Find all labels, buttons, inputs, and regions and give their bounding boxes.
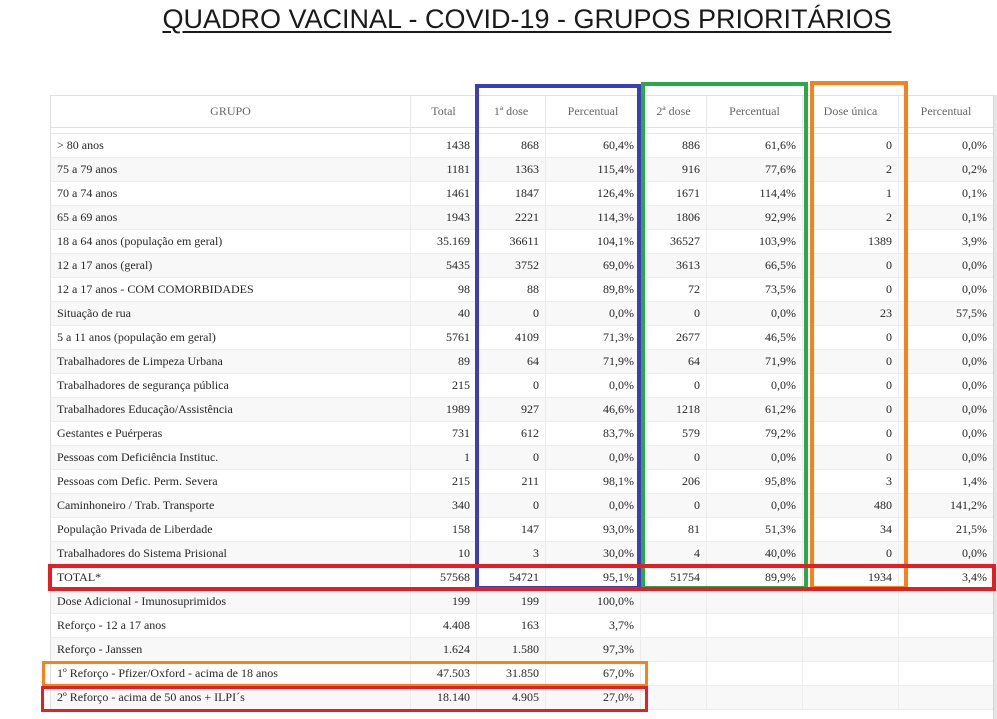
first-dose-percent-cell: 0,0% — [546, 302, 641, 326]
second-dose-percent-cell: 0,0% — [707, 446, 803, 470]
total-cell: 35.169 — [411, 230, 477, 254]
group-cell: 18 a 64 anos (população em geral) — [51, 230, 411, 254]
single-dose-header: Dose única — [803, 96, 899, 128]
single-dose-percent-cell: 0,1% — [899, 206, 994, 230]
table-row — [51, 638, 994, 662]
vaccination-table — [50, 95, 994, 710]
group-cell: População Privada de Liberdade — [51, 518, 411, 542]
total-cell: 40 — [411, 302, 477, 326]
group-cell: Trabalhadores de Limpeza Urbana — [51, 350, 411, 374]
second-dose-cell: 0 — [641, 302, 707, 326]
single-dose-cell — [803, 590, 899, 614]
single-dose-percent-cell: 141,2% — [899, 494, 994, 518]
second-dose-cell — [641, 614, 707, 638]
second-dose-percent-cell: 95,8% — [707, 470, 803, 494]
single-dose-cell: 0 — [803, 542, 899, 566]
first-dose-percent-cell: 95,1% — [546, 566, 641, 590]
first-dose-percent-cell: 46,6% — [546, 398, 641, 422]
table-row — [51, 134, 994, 158]
group-cell: 1º Reforço - Pfizer/Oxford - acima de 18 anos — [51, 662, 411, 686]
single-dose-percent-cell — [899, 590, 994, 614]
total-cell: 89 — [411, 350, 477, 374]
table-row — [51, 566, 994, 590]
second-dose-percent-cell: 103,9% — [707, 230, 803, 254]
second-dose-header: 2ª dose — [641, 96, 707, 128]
first-dose-cell: 31.850 — [477, 662, 546, 686]
group-cell: Situação de rua — [51, 302, 411, 326]
first-dose-cell: 1363 — [477, 158, 546, 182]
single-dose-cell — [803, 638, 899, 662]
group-cell: 5 a 11 anos (população em geral) — [51, 326, 411, 350]
group-cell: Reforço - Janssen — [51, 638, 411, 662]
first-dose-cell: 3752 — [477, 254, 546, 278]
first-dose-percent-header: Percentual — [546, 96, 641, 128]
single-dose-percent-cell: 0,0% — [899, 446, 994, 470]
total-cell: 5761 — [411, 326, 477, 350]
group-cell: Pessoas com Deficiência Instituc. — [51, 446, 411, 470]
first-dose-cell: 147 — [477, 518, 546, 542]
first-dose-cell: 868 — [477, 134, 546, 158]
table-row — [51, 614, 994, 638]
first-dose-percent-cell: 89,8% — [546, 278, 641, 302]
second-dose-percent-cell: 92,9% — [707, 206, 803, 230]
group-cell: > 80 anos — [51, 134, 411, 158]
first-dose-cell: 3 — [477, 542, 546, 566]
second-dose-cell: 0 — [641, 374, 707, 398]
total-cell: 158 — [411, 518, 477, 542]
first-dose-cell: 2221 — [477, 206, 546, 230]
table-row — [51, 470, 994, 494]
single-dose-percent-cell: 0,0% — [899, 278, 994, 302]
first-dose-percent-cell: 98,1% — [546, 470, 641, 494]
second-dose-cell: 579 — [641, 422, 707, 446]
table-body — [51, 134, 994, 710]
table-row — [51, 542, 994, 566]
second-dose-percent-cell: 46,5% — [707, 326, 803, 350]
single-dose-cell: 480 — [803, 494, 899, 518]
table-row — [51, 422, 994, 446]
single-dose-cell: 1389 — [803, 230, 899, 254]
first-dose-cell: 1847 — [477, 182, 546, 206]
total-cell: 215 — [411, 374, 477, 398]
table-row — [51, 302, 994, 326]
first-dose-percent-cell: 114,3% — [546, 206, 641, 230]
first-dose-percent-cell: 0,0% — [546, 374, 641, 398]
single-dose-percent-cell: 3,9% — [899, 230, 994, 254]
second-dose-percent-cell: 77,6% — [707, 158, 803, 182]
second-dose-cell — [641, 590, 707, 614]
total-cell: 1438 — [411, 134, 477, 158]
first-dose-cell: 0 — [477, 446, 546, 470]
first-dose-cell: 64 — [477, 350, 546, 374]
single-dose-cell: 0 — [803, 326, 899, 350]
second-dose-cell: 916 — [641, 158, 707, 182]
first-dose-cell: 1.580 — [477, 638, 546, 662]
group-cell: Dose Adicional - Imunosuprimidos — [51, 590, 411, 614]
second-dose-percent-cell: 61,2% — [707, 398, 803, 422]
first-dose-percent-cell: 97,3% — [546, 638, 641, 662]
group-cell: 12 a 17 anos - COM COMORBIDADES — [51, 278, 411, 302]
total-cell: 4.408 — [411, 614, 477, 638]
single-dose-percent-cell: 0,0% — [899, 398, 994, 422]
second-dose-cell: 1806 — [641, 206, 707, 230]
second-dose-percent-cell: 71,9% — [707, 350, 803, 374]
second-dose-cell: 72 — [641, 278, 707, 302]
first-dose-percent-cell: 71,3% — [546, 326, 641, 350]
first-dose-percent-cell: 100,0% — [546, 590, 641, 614]
single-dose-percent-cell: 57,5% — [899, 302, 994, 326]
total-cell: 5435 — [411, 254, 477, 278]
second-dose-percent-header: Percentual — [707, 96, 803, 128]
single-dose-percent-cell: 0,0% — [899, 374, 994, 398]
table-row — [51, 590, 994, 614]
table-row — [51, 350, 994, 374]
table-row — [51, 446, 994, 470]
first-dose-percent-cell: 83,7% — [546, 422, 641, 446]
first-dose-percent-cell: 60,4% — [546, 134, 641, 158]
single-dose-cell: 0 — [803, 350, 899, 374]
total-cell: 57568 — [411, 566, 477, 590]
second-dose-cell: 206 — [641, 470, 707, 494]
first-dose-cell: 927 — [477, 398, 546, 422]
page-title: QUADRO VACINAL - COVID-19 - GRUPOS PRIORITÁRIOS — [162, 4, 892, 34]
single-dose-cell: 2 — [803, 206, 899, 230]
first-dose-cell: 0 — [477, 302, 546, 326]
single-dose-cell: 0 — [803, 278, 899, 302]
single-dose-cell — [803, 662, 899, 686]
total-cell: 1181 — [411, 158, 477, 182]
first-dose-percent-cell: 104,1% — [546, 230, 641, 254]
table-row — [51, 326, 994, 350]
single-dose-cell: 23 — [803, 302, 899, 326]
table-row — [51, 182, 994, 206]
first-dose-percent-cell: 0,0% — [546, 446, 641, 470]
group-header: GRUPO — [51, 96, 411, 128]
table-row — [51, 254, 994, 278]
second-dose-percent-cell — [707, 614, 803, 638]
second-dose-percent-cell: 51,3% — [707, 518, 803, 542]
total-cell: 10 — [411, 542, 477, 566]
first-dose-percent-cell: 0,0% — [546, 494, 641, 518]
second-dose-cell: 3613 — [641, 254, 707, 278]
single-dose-percent-cell — [899, 686, 994, 710]
single-dose-percent-cell — [899, 614, 994, 638]
single-dose-percent-cell: 0,1% — [899, 182, 994, 206]
second-dose-cell: 51754 — [641, 566, 707, 590]
table-scrollbar[interactable] — [993, 95, 997, 719]
group-cell: Trabalhadores do Sistema Prisional — [51, 542, 411, 566]
single-dose-cell: 1934 — [803, 566, 899, 590]
second-dose-percent-cell: 0,0% — [707, 494, 803, 518]
first-dose-percent-cell: 71,9% — [546, 350, 641, 374]
table-row — [51, 398, 994, 422]
total-cell: 1943 — [411, 206, 477, 230]
second-dose-cell — [641, 662, 707, 686]
total-cell: 1989 — [411, 398, 477, 422]
first-dose-cell: 163 — [477, 614, 546, 638]
table-row — [51, 206, 994, 230]
group-cell: TOTAL* — [51, 566, 411, 590]
second-dose-cell — [641, 638, 707, 662]
group-cell: Reforço - 12 a 17 anos — [51, 614, 411, 638]
second-dose-cell: 1671 — [641, 182, 707, 206]
second-dose-percent-cell: 0,0% — [707, 374, 803, 398]
table-row — [51, 686, 994, 710]
first-dose-cell: 88 — [477, 278, 546, 302]
table-header-row — [51, 96, 994, 128]
first-dose-cell: 4.905 — [477, 686, 546, 710]
second-dose-percent-cell: 89,9% — [707, 566, 803, 590]
second-dose-cell: 0 — [641, 494, 707, 518]
group-cell: 12 a 17 anos (geral) — [51, 254, 411, 278]
second-dose-percent-cell — [707, 662, 803, 686]
single-dose-cell: 1 — [803, 182, 899, 206]
single-dose-cell: 0 — [803, 134, 899, 158]
total-cell: 18.140 — [411, 686, 477, 710]
table-row — [51, 662, 994, 686]
group-cell: Trabalhadores Educação/Assistência — [51, 398, 411, 422]
single-dose-cell: 0 — [803, 254, 899, 278]
single-dose-percent-cell: 0,0% — [899, 134, 994, 158]
single-dose-percent-cell: 0,0% — [899, 350, 994, 374]
single-dose-percent-cell: 0,0% — [899, 254, 994, 278]
second-dose-percent-cell: 40,0% — [707, 542, 803, 566]
single-dose-cell: 0 — [803, 422, 899, 446]
second-dose-percent-cell: 79,2% — [707, 422, 803, 446]
second-dose-cell: 4 — [641, 542, 707, 566]
first-dose-cell: 211 — [477, 470, 546, 494]
first-dose-percent-cell: 30,0% — [546, 542, 641, 566]
second-dose-cell: 1218 — [641, 398, 707, 422]
table-row — [51, 278, 994, 302]
first-dose-cell: 54721 — [477, 566, 546, 590]
single-dose-cell — [803, 686, 899, 710]
first-dose-cell: 0 — [477, 374, 546, 398]
group-cell: 75 a 79 anos — [51, 158, 411, 182]
single-dose-cell: 0 — [803, 398, 899, 422]
second-dose-cell: 2677 — [641, 326, 707, 350]
second-dose-percent-cell — [707, 590, 803, 614]
single-dose-percent-cell: 21,5% — [899, 518, 994, 542]
single-dose-percent-cell — [899, 638, 994, 662]
second-dose-percent-cell — [707, 686, 803, 710]
first-dose-cell: 0 — [477, 494, 546, 518]
first-dose-percent-cell: 67,0% — [546, 662, 641, 686]
total-cell: 340 — [411, 494, 477, 518]
second-dose-cell: 81 — [641, 518, 707, 542]
group-cell: Gestantes e Puérperas — [51, 422, 411, 446]
second-dose-percent-cell: 61,6% — [707, 134, 803, 158]
single-dose-cell: 0 — [803, 446, 899, 470]
table-row — [51, 230, 994, 254]
single-dose-percent-cell: 3,4% — [899, 566, 994, 590]
total-cell: 98 — [411, 278, 477, 302]
single-dose-percent-cell: 1,4% — [899, 470, 994, 494]
single-dose-cell — [803, 614, 899, 638]
second-dose-percent-cell: 114,4% — [707, 182, 803, 206]
group-cell: 70 a 74 anos — [51, 182, 411, 206]
group-cell: 65 a 69 anos — [51, 206, 411, 230]
group-cell: Trabalhadores de segurança pública — [51, 374, 411, 398]
total-header: Total — [411, 96, 477, 128]
group-cell: Pessoas com Defic. Perm. Severa — [51, 470, 411, 494]
second-dose-percent-cell: 73,5% — [707, 278, 803, 302]
first-dose-percent-cell: 3,7% — [546, 614, 641, 638]
single-dose-percent-cell: 0,0% — [899, 542, 994, 566]
total-cell: 1 — [411, 446, 477, 470]
first-dose-percent-cell: 115,4% — [546, 158, 641, 182]
first-dose-percent-cell: 27,0% — [546, 686, 641, 710]
first-dose-header: 1ª dose — [477, 96, 546, 128]
single-dose-percent-header: Percentual — [899, 96, 994, 128]
table-row — [51, 374, 994, 398]
second-dose-cell: 64 — [641, 350, 707, 374]
table-row — [51, 494, 994, 518]
second-dose-cell — [641, 686, 707, 710]
total-cell: 1461 — [411, 182, 477, 206]
total-cell: 47.503 — [411, 662, 477, 686]
single-dose-cell: 0 — [803, 374, 899, 398]
second-dose-cell: 0 — [641, 446, 707, 470]
single-dose-cell: 3 — [803, 470, 899, 494]
total-cell: 215 — [411, 470, 477, 494]
single-dose-cell: 2 — [803, 158, 899, 182]
second-dose-percent-cell: 66,5% — [707, 254, 803, 278]
first-dose-percent-cell: 93,0% — [546, 518, 641, 542]
total-cell: 731 — [411, 422, 477, 446]
single-dose-percent-cell: 0,0% — [899, 422, 994, 446]
second-dose-cell: 36527 — [641, 230, 707, 254]
first-dose-percent-cell: 126,4% — [546, 182, 641, 206]
single-dose-percent-cell: 0,0% — [899, 326, 994, 350]
first-dose-cell: 199 — [477, 590, 546, 614]
first-dose-cell: 612 — [477, 422, 546, 446]
second-dose-cell: 886 — [641, 134, 707, 158]
table-row — [51, 158, 994, 182]
first-dose-percent-cell: 69,0% — [546, 254, 641, 278]
single-dose-percent-cell: 0,2% — [899, 158, 994, 182]
total-cell: 1.624 — [411, 638, 477, 662]
first-dose-cell: 36611 — [477, 230, 546, 254]
second-dose-percent-cell: 0,0% — [707, 302, 803, 326]
first-dose-cell: 4109 — [477, 326, 546, 350]
second-dose-percent-cell — [707, 638, 803, 662]
total-cell: 199 — [411, 590, 477, 614]
group-cell: 2º Reforço - acima de 50 anos + ILPI´s — [51, 686, 411, 710]
single-dose-cell: 34 — [803, 518, 899, 542]
table-row — [51, 518, 994, 542]
group-cell: Caminhoneiro / Trab. Transporte — [51, 494, 411, 518]
single-dose-percent-cell — [899, 662, 994, 686]
